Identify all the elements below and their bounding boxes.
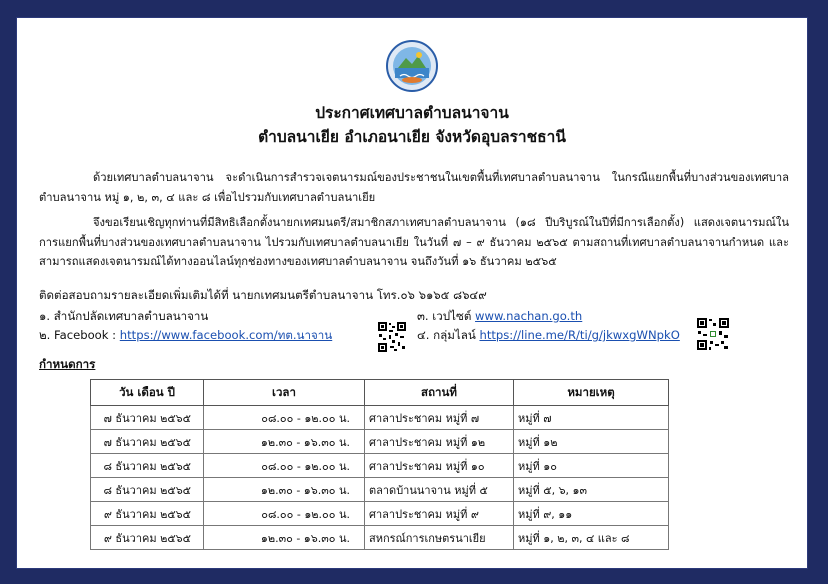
cell-location: ตลาดบ้านนาจาน หมู่ที่ ๕ xyxy=(365,478,514,502)
line-group-label: ๔. กลุ่มไลน์ xyxy=(417,328,480,342)
cell-remark: หมู่ที่ ๕, ๖, ๑๓ xyxy=(514,478,669,502)
cell-remark: หมู่ที่ ๙, ๑๑ xyxy=(514,502,669,526)
facebook-qr-code-icon xyxy=(377,321,407,353)
announcement-sheet xyxy=(16,17,808,569)
cell-time: ๑๒.๓๐ - ๑๖.๓๐ น. xyxy=(204,430,365,454)
table-row xyxy=(91,454,669,478)
table-row xyxy=(91,478,669,502)
line-qr-code-icon xyxy=(696,317,730,351)
cell-date: ๙ ธันวาคม ๒๕๖๕ xyxy=(91,526,204,550)
contact-website xyxy=(417,308,582,326)
paragraph-invitation: จึงขอเรียนเชิญทุกท่านที่มีสิทธิเลือกตั้งนายกเทศมนตรี/สมาชิกสภาเทศบาลตำบลนาจาน (๑๘ ปีบริบูรณ์ในปีที่มีการเลือกตั้ง) แสดงเจตนารมณ์ในการแยกพื้นที่บางส่วนของเทศบาลตำบลนาจาน ไปรวมกับเทศบาลตำบลนาเยีย ในวันที่ ๗ – ๙ ธันวาคม ๒๕๖๕ ตามสถานที่เทศบาลตำบลนาจานกำหนด และสามารถแสดงเจตนารมณ์ได้ทางออนไลน์ทุกช่องทางของเทศบาลตำบลนาจาน จนถึงวันที่ ๑๖ ธันวาคม ๒๕๖๕ xyxy=(39,216,789,268)
cell-date: ๙ ธันวาคม ๒๕๖๕ xyxy=(91,502,204,526)
facebook-link[interactable]: https://www.facebook.com/ทต.นาจาน xyxy=(119,328,333,342)
cell-time: ๐๘.๐๐ - ๑๒.๐๐ น. xyxy=(204,406,365,430)
cell-location: ศาลาประชาคม หมู่ที่ ๑๒ xyxy=(365,430,514,454)
announcement-subtitle: ตำบลนาเยีย อำเภอนาเยีย จังหวัดอุบลราชธานี xyxy=(258,127,566,146)
contact-line-group xyxy=(417,327,680,345)
cell-remark: หมู่ที่ ๑๐ xyxy=(514,454,669,478)
schedule-heading: กำหนดการ xyxy=(39,357,96,371)
website-link[interactable]: www.nachan.go.th xyxy=(475,309,583,323)
header-location: สถานที่ xyxy=(365,380,514,406)
table-row xyxy=(91,430,669,454)
table-row xyxy=(91,526,669,550)
facebook-label: ๒. Facebook : xyxy=(39,328,120,342)
contact-intro: ติดต่อสอบถามรายละเอียดเพิ่มเติมได้ที่ นายกเทศมนตรีตำบลนาจาน โทร.๐๖ ๖๑๖๕ ๘๖๔๙ xyxy=(39,288,487,302)
cell-location: ศาลาประชาคม หมู่ที่ ๗ xyxy=(365,406,514,430)
cell-remark: หมู่ที่ ๑๒ xyxy=(514,430,669,454)
cell-date: ๘ ธันวาคม ๒๕๖๕ xyxy=(91,478,204,502)
table-header-row xyxy=(91,380,669,406)
header-time: เวลา xyxy=(204,380,365,406)
cell-time: ๐๘.๐๐ - ๑๒.๐๐ น. xyxy=(204,502,365,526)
municipality-seal-logo xyxy=(386,40,438,92)
cell-time: ๑๒.๓๐ - ๑๖.๓๐ น. xyxy=(204,526,365,550)
cell-location: ศาลาประชาคม หมู่ที่ ๑๐ xyxy=(365,454,514,478)
cell-date: ๗ ธันวาคม ๒๕๖๕ xyxy=(91,406,204,430)
paragraph-intro: ด้วยเทศบาลตำบลนาจาน จะดำเนินการสำรวจเจตนารมณ์ของประชาชนในเขตพื้นที่เทศบาลตำบลนาจาน ในกรณีแยกพื้นที่บางส่วนของเทศบาลตำบลนาจาน หมู่ ๑, ๒, ๓, ๔ และ ๘ เพื่อไปรวมกับเทศบาลตำบลนาเยีย xyxy=(39,171,789,204)
cell-time: ๑๒.๓๐ - ๑๖.๓๐ น. xyxy=(204,478,365,502)
website-label: ๓. เวปไซต์ xyxy=(417,309,476,323)
table-row xyxy=(91,406,669,430)
contact-office: ๑. สำนักปลัดเทศบาลตำบลนาจาน xyxy=(39,309,209,323)
cell-date: ๗ ธันวาคม ๒๕๖๕ xyxy=(91,430,204,454)
cell-remark: หมู่ที่ ๗ xyxy=(514,406,669,430)
cell-date: ๘ ธันวาคม ๒๕๖๕ xyxy=(91,454,204,478)
contact-facebook xyxy=(39,327,332,345)
cell-remark: หมู่ที่ ๑, ๒, ๓, ๔ และ ๘ xyxy=(514,526,669,550)
table-row xyxy=(91,502,669,526)
announcement-title: ประกาศเทศบาลตำบลนาจาน xyxy=(315,103,509,122)
cell-location: สหกรณ์การเกษตรนาเยีย xyxy=(365,526,514,550)
cell-location: ศาลาประชาคม หมู่ที่ ๙ xyxy=(365,502,514,526)
line-group-link[interactable]: https://line.me/R/ti/g/jkwxgWNpkO xyxy=(479,328,680,342)
schedule-table xyxy=(90,379,669,550)
header-remark: หมายเหตุ xyxy=(514,380,669,406)
header-date: วัน เดือน ปี xyxy=(91,380,204,406)
cell-time: ๐๘.๐๐ - ๑๒.๐๐ น. xyxy=(204,454,365,478)
